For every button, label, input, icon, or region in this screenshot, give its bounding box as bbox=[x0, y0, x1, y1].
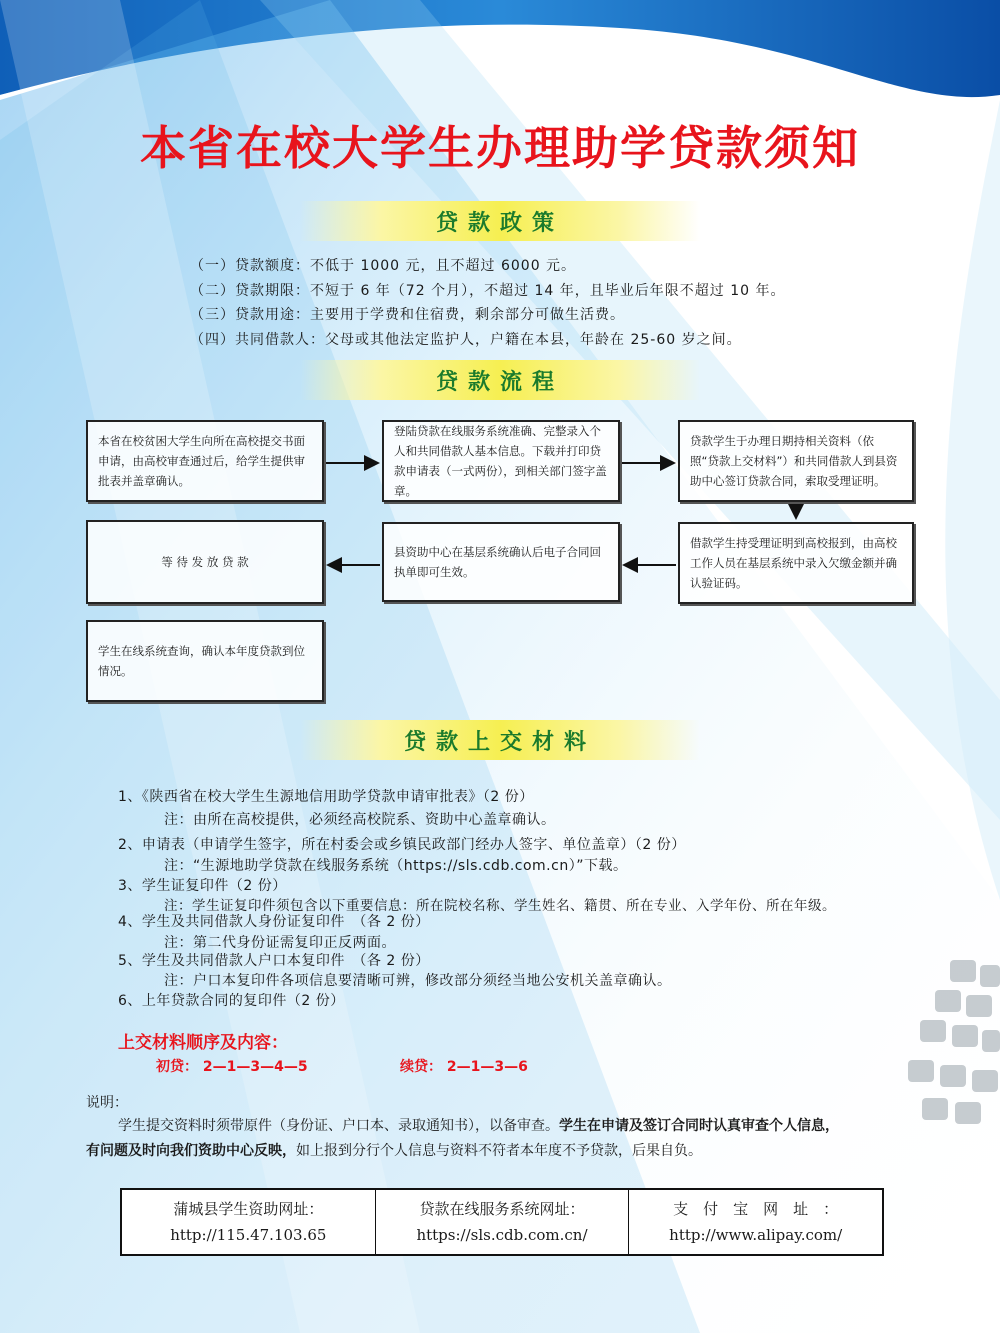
material-note-4: 注：第二代身份证需复印正反两面。 bbox=[164, 935, 396, 951]
material-item-6: 6、上年贷款合同的复印件（2 份） bbox=[118, 993, 345, 1009]
footer-label-alipay: 支 付 宝 网 址 ： bbox=[673, 1200, 839, 1218]
section-policy-heading: 贷款政策 bbox=[300, 201, 700, 241]
footer-cell-alipay bbox=[629, 1190, 882, 1254]
notes-line-2-bold: 有问题及时向我们资助中心反映， bbox=[86, 1143, 296, 1159]
policy-item-2: （二）贷款期限：不短于 6 年（72 个月），不超过 14 年，且毕业后年限不超过 10 年。 bbox=[190, 283, 786, 299]
footer-label-loan-system: 贷款在线服务系统网址： bbox=[419, 1200, 585, 1218]
footer-url-loan-system[interactable]: https://sls.cdb.com.cn/ bbox=[416, 1226, 588, 1244]
flow-step-7-text: 学生在线系统查询，确认本年度贷款到位情况。 bbox=[98, 644, 305, 678]
notes-line-2 bbox=[86, 1140, 702, 1160]
footer-url-county[interactable]: http://115.47.103.65 bbox=[170, 1226, 327, 1244]
flow-step-3-text: 贷款学生于办理日期持相关资料（依照“贷款上交材料”）和共同借款人到县资助中心签订贷款合同，索取受理证明。 bbox=[690, 434, 898, 488]
policy-item-3: （三）贷款用途：主要用于学费和住宿费，剩余部分可做生活费。 bbox=[190, 307, 625, 323]
material-note-1: 注：由所在高校提供，必须经高校院系、资助中心盖章确认。 bbox=[164, 812, 556, 828]
flow-step-4-text: 借款学生持受理证明到高校报到，由高校工作人员在基层系统中录入欠缴金额并确认验证码。 bbox=[690, 536, 897, 590]
material-item-2: 2、申请表（申请学生签字，所在村委会或乡镇民政部门经办人签字、单位盖章）（2 份） bbox=[118, 837, 686, 853]
section-process-heading: 贷款流程 bbox=[300, 360, 700, 400]
flow-step-6-text: 等 待 发 放 贷 款 bbox=[161, 555, 249, 569]
page-title: 本省在校大学生办理助学贷款须知 bbox=[140, 121, 860, 175]
notes-line-1-normal: 学生提交资料时须带原件（身份证、户口本、录取通知书），以备审查。 bbox=[118, 1118, 559, 1134]
footer-links-table bbox=[120, 1188, 884, 1256]
material-item-3: 3、学生证复印件（2 份） bbox=[118, 878, 287, 894]
flow-step-2-text: 登陆贷款在线服务系统准确、完整录入个人和共同借款人基本信息。下载并打印贷款申请表（一式两份），到相关部门签字盖章。 bbox=[394, 424, 607, 498]
footer-url-alipay[interactable]: http://www.alipay.com/ bbox=[669, 1226, 843, 1244]
policy-item-4: （四）共同借款人：父母或其他法定监护人，户籍在本县，年龄在 25-60 岁之间。 bbox=[190, 332, 742, 348]
section-materials-heading: 贷款上交材料 bbox=[300, 720, 700, 760]
notes-line-1-bold: 学生在申请及签订合同时认真审查个人信息， bbox=[559, 1118, 839, 1134]
material-note-3: 注：学生证复印件须包含以下重要信息：所在院校名称、学生姓名、籍贯、所在专业、入学年份、所在年级。 bbox=[164, 898, 836, 914]
notes-heading: 说明： bbox=[86, 1095, 128, 1111]
material-note-2: 注：“生源地助学贷款在线服务系统（https://sls.cdb.com.cn）”下载。 bbox=[164, 858, 628, 874]
material-item-4: 4、学生及共同借款人身份证复印件 （各 2 份） bbox=[118, 914, 430, 930]
material-item-1: 1、《陕西省在校大学生生源地信用助学贷款申请审批表》（2 份） bbox=[118, 789, 534, 805]
order-renew-loan: 续贷： 2—1—3—6 bbox=[400, 1059, 528, 1075]
flow-step-1-text: 本省在校贫困大学生向所在高校提交书面申请，由高校审查通过后，给学生提供审批表并盖章确认。 bbox=[98, 434, 305, 488]
material-item-5: 5、学生及共同借款人户口本复印件 （各 2 份） bbox=[118, 953, 430, 969]
material-note-5: 注：户口本复印件各项信息要清晰可辨，修改部分须经当地公安机关盖章确认。 bbox=[164, 973, 672, 989]
notes-line-1 bbox=[118, 1115, 839, 1135]
order-first-loan: 初贷： 2—1—3—4—5 bbox=[156, 1059, 308, 1075]
footer-label-county: 蒲城县学生资助网址： bbox=[173, 1200, 324, 1218]
flow-step-5-text: 县资助中心在基层系统确认后电子合同回执单即可生效。 bbox=[394, 545, 601, 579]
policy-item-1: （一）贷款额度：不低于 1000 元，且不超过 6000 元。 bbox=[190, 258, 577, 274]
order-title: 上交材料顺序及内容： bbox=[118, 1033, 288, 1053]
footer-cell-county bbox=[122, 1190, 376, 1254]
notes-line-2-normal: 如上报到分行个人信息与资料不符者本年度不予贷款，后果自负。 bbox=[296, 1143, 702, 1159]
footer-cell-loan-system bbox=[376, 1190, 630, 1254]
